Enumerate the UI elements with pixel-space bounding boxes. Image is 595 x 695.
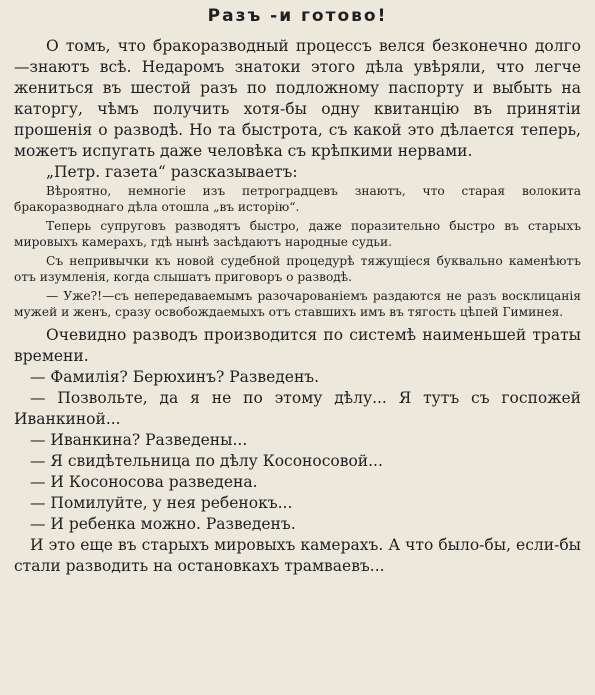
summary-paragraph: Очевидно разводъ производится по системѣ наименьшей траты времени.: [14, 326, 581, 365]
quote-paragraph: — Уже?!—съ непередаваемымъ разочарованіемъ раздаются не разъ восклицанія мужей и женъ, сразу освобождаемыхъ отъ ставшихъ имъ въ тягость цѣпей Гиминея.: [14, 289, 581, 319]
intro-paragraph: О томъ, что бракоразводный процессъ велся безконечно долго —знаютъ всѣ. Недаромъ знатоки этого дѣла увѣряли, что легче жениться въ шестой разъ по подложному паспорту и выбыть на каторгу, чѣмъ получить хотя-бы одну квитанцію въ принятіи прошенія о разводѣ. Но та быстрота, съ какой это дѣлается теперь, можетъ испугать даже человѣка съ крѣпкими нервами.: [14, 37, 581, 160]
quote-paragraph: Вѣроятно, немногіе изъ петроградцевъ знаютъ, что старая волокита бракоразводнаго дѣла отошла „въ исторію“.: [14, 184, 581, 214]
dialogue-line: — Иванкина? Разведены...: [30, 431, 248, 449]
dialogue-line: — И ребенка можно. Разведенъ.: [30, 515, 296, 533]
dialogue-line: — Помилуйте, у нея ребенокъ...: [30, 494, 293, 512]
dialogue-line: — Я свидѣтельница по дѣлу Косоносовой...: [30, 452, 383, 470]
dialogue: [14, 367, 581, 535]
dialogue-line: — Фамилія? Берюхинъ? Разведенъ.: [30, 368, 320, 386]
quoted-report: [14, 183, 581, 320]
quote-paragraph: Съ непривычки къ новой судебной процедурѣ тяжущіеся буквально каменѣютъ отъ изумленія, когда слышатъ приговоръ о разводѣ.: [14, 254, 581, 284]
source-attribution: „Петр. газета“ разсказываетъ:: [46, 163, 298, 181]
quote-paragraph: Теперь супруговъ разводятъ быстро, даже поразительно быстро въ старыхъ мировыхъ камерахъ, гдѣ нынѣ засѣдаютъ народные судьи.: [14, 219, 581, 249]
article-title: Разъ -и готово!: [207, 6, 388, 26]
dialogue-line: — Позвольте, да я не по этому дѣлу... Я тутъ съ госпожей Иванкиной...: [14, 389, 581, 428]
dialogue-line: — И Косоносова разведена.: [30, 473, 258, 491]
closing-paragraph: И это еще въ старыхъ мировыхъ камерахъ. А что было-бы, если-бы стали разводить на остановкахъ трамваевъ...: [14, 536, 581, 575]
